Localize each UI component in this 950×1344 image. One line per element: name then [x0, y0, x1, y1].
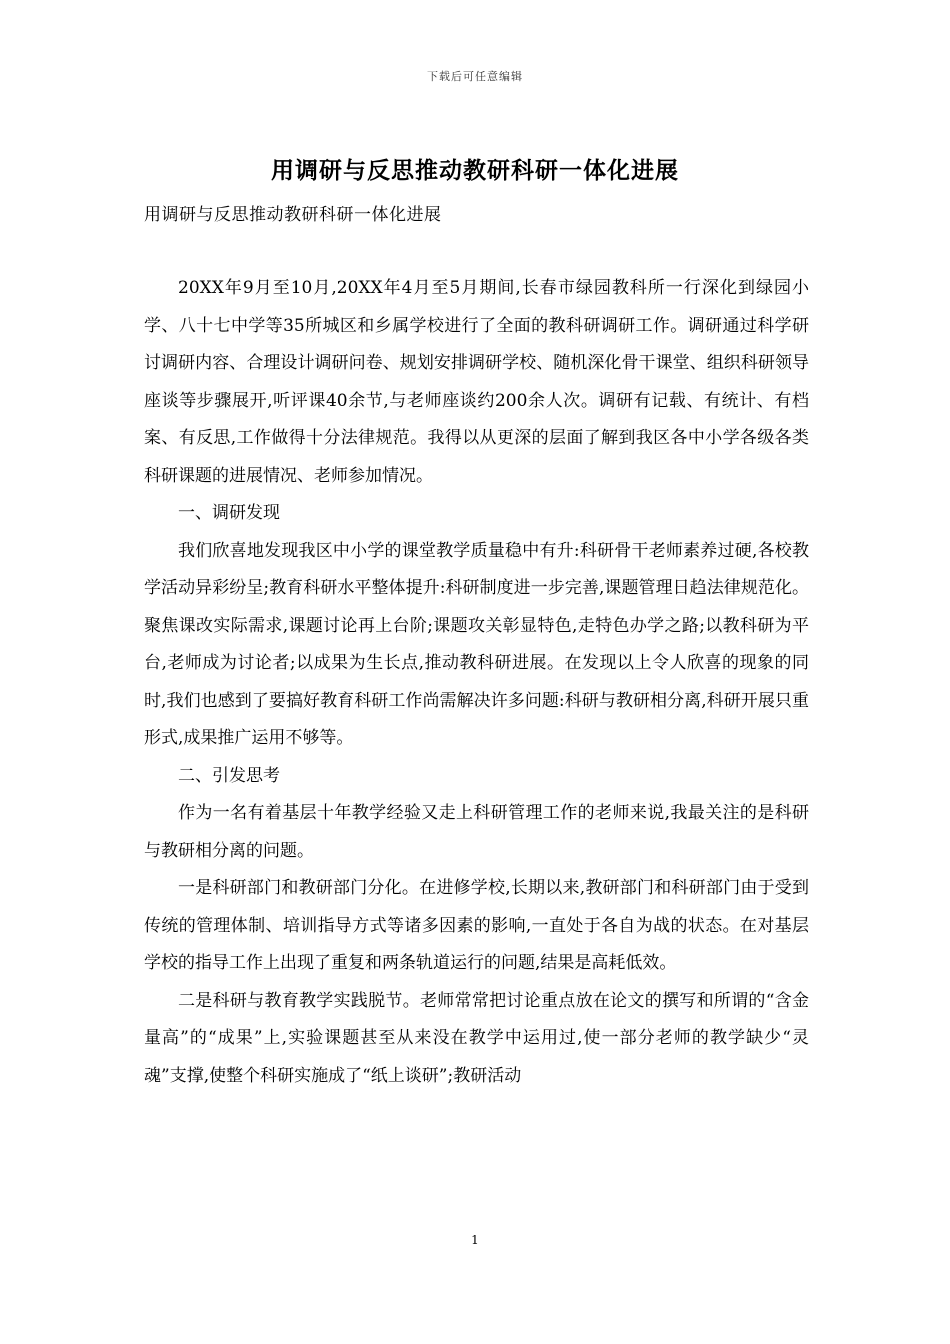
header-note: 下载后可任意编辑 [427, 70, 523, 83]
paragraph-intro: 20XX年9月至10月,20XX年4月至5月期间,长春市绿园教科所一行深化到绿园小学、八十七中学等35所城区和乡属学校进行了全面的教科研调研工作。调研通过科学研讨调研内容、合理设计调研问卷、规划安排调研学校、随机深化骨干课堂、组织科研领导座谈等步骤展开,听评课40余节,与老师座谈约200余人次。调研有记载、有统计、有档案、有反思,工作做得十分法律规范。我得以从更深的层面了解到我区各中小学各级各类科研课题的进展情况、老师参加情况。 [144, 278, 809, 486]
section-heading-reflection: 二、引发思考 [178, 765, 280, 786]
paragraph-point-two: 二是科研与教育教学实践脱节。老师常常把讨论重点放在论文的撰写和所谓的“含金量高”的“成果”上,实验课题甚至从来没在教学中运用过,使一部分老师的教学缺少“灵魂”支撑,使整个科研实施成了“纸上谈研”;教研活动 [144, 990, 809, 1086]
document-body [144, 270, 809, 1095]
paragraph-reflection: 作为一名有着基层十年教学经验又走上科研管理工作的老师来说,我最关注的是科研与教研相分离的问题。 [144, 803, 809, 861]
document-title: 用调研与反思推动教研科研一体化进展 [271, 157, 679, 184]
paragraph-point-one: 一是科研部门和教研部门分化。在进修学校,长期以来,教研部门和科研部门由于受到传统的管理体制、培训指导方式等诸多因素的影响,一直处于各自为战的状态。在对基层学校的指导工作上出现了重复和两条轨道运行的问题,结果是高耗低效。 [144, 878, 809, 973]
section-heading-findings: 一、调研发现 [178, 503, 280, 523]
paragraph-findings: 我们欣喜地发现我区中小学的课堂教学质量稳中有升:科研骨干老师素养过硬,各校教学活动异彩纷呈;教育科研水平整体提升:科研制度进一步完善,课题管理日趋法律规范化。聚焦课改实际需求,课题讨论再上台阶;课题攻关彰显特色,走特色办学之路;以教科研为平台,老师成为讨论者;以成果为生长点,推动教科研进展。在发现以上令人欣喜的现象的同时,我们也感到了要搞好教育科研工作尚需解决许多问题:科研与教研相分离,科研开展只重形式,成果推广运用不够等。 [144, 540, 809, 748]
page-number: 1 [471, 1233, 479, 1247]
document-subtitle: 用调研与反思推动教研科研一体化进展 [144, 205, 442, 225]
